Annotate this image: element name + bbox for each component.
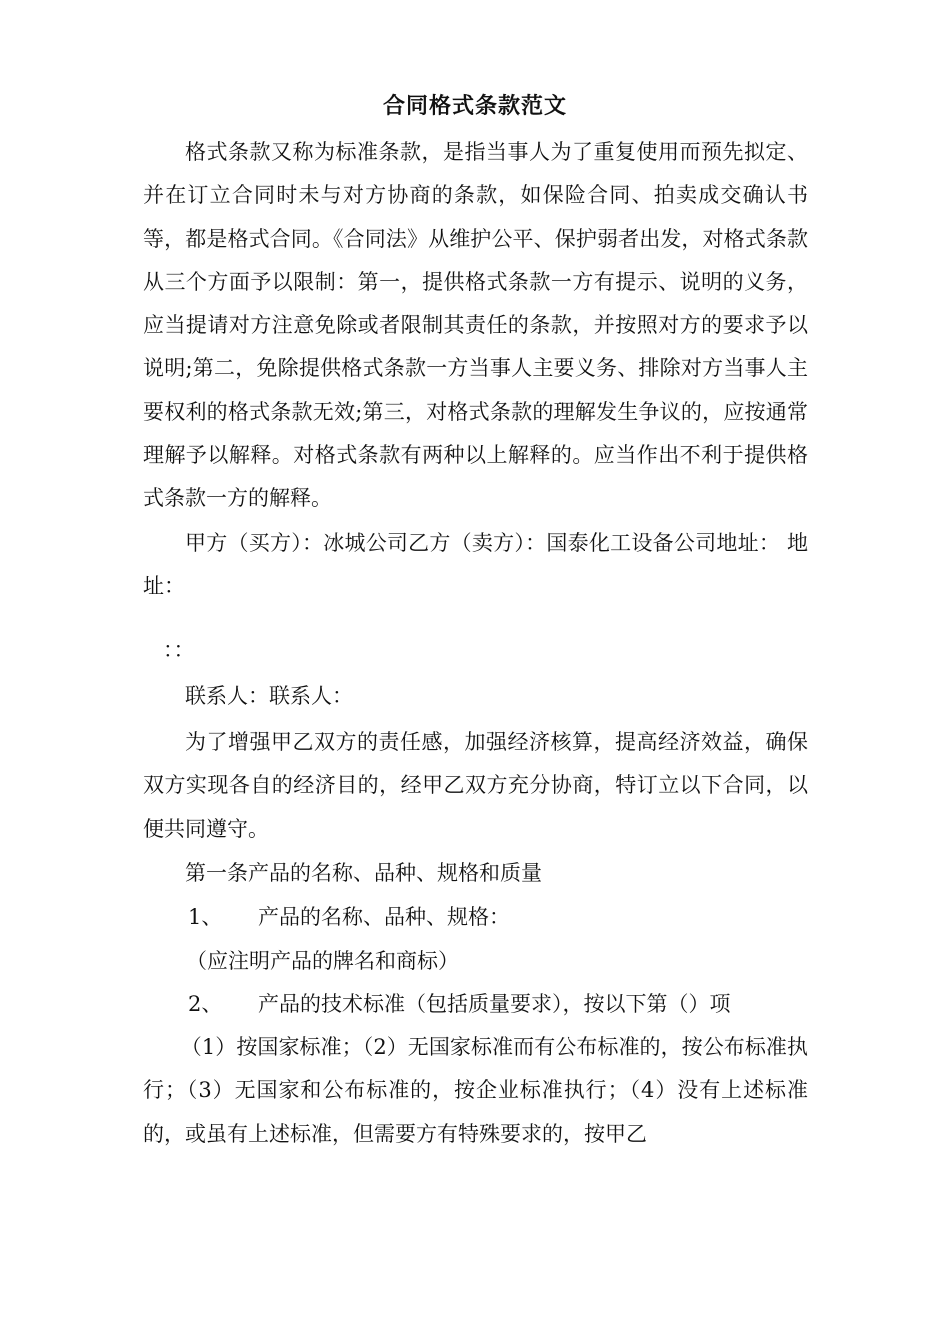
intro-paragraph: 格式条款又称为标准条款，是指当事人为了重复使用而预先拟定、并在订立合同时未与对方协商的条款，如保险合同、拍卖成交确认书等，都是格式合同。《合同法》从维护公平、保护弱者出发，对格式条款从三个方面予以限制：第一，提供格式条款一方有提示、说明的义务，应当提请对方注意免除或者限制其责任的条款，并按照对方的要求予以说明;第二，免除提供格式条款一方当事人主要义务、排除对方当事人主要权利的格式条款无效;第三，对格式条款的理解发生争议的，应按通常理解予以解释。对格式条款有两种以上解释的。应当作出不利于提供格式条款一方的解释。 <box>143 140 808 511</box>
standards-paragraph: （1）按国家标准；（2）无国家标准而有公布标准的，按公布标准执 行；（3）无国家和公布标准的，按企业标准执行；（4）没有上述标准 的，或虽有上述标准，但需要方有特殊要求的，按甲乙 <box>143 1035 808 1146</box>
colons-line: ：： <box>163 638 195 662</box>
item-1-text: 产品的名称、品种、规格： <box>258 905 510 929</box>
item-2-number: 2、 <box>188 992 223 1016</box>
contacts-line: 联系人：联系人： <box>185 684 353 708</box>
article-1-heading: 第一条产品的名称、品种、规格和质量 <box>185 861 542 885</box>
document-title: 合同格式条款范文 <box>382 94 567 119</box>
item-2-text: 产品的技术标准（包括质量要求），按以下第（）项 <box>258 992 731 1016</box>
parties-paragraph: 甲方（买方）：冰城公司乙方（卖方）：国泰化工设备公司地址： 地址： <box>143 531 808 599</box>
brand-note: （应注明产品的牌名和商标） <box>186 949 459 973</box>
purpose-paragraph: 为了增强甲乙双方的责任感，加强经济核算，提高经济效益，确保双方实现各自的经济目的，经甲乙双方充分协商，特订立以下合同，以便共同遵守。 <box>143 730 808 841</box>
item-1-number: 1、 <box>188 905 223 929</box>
